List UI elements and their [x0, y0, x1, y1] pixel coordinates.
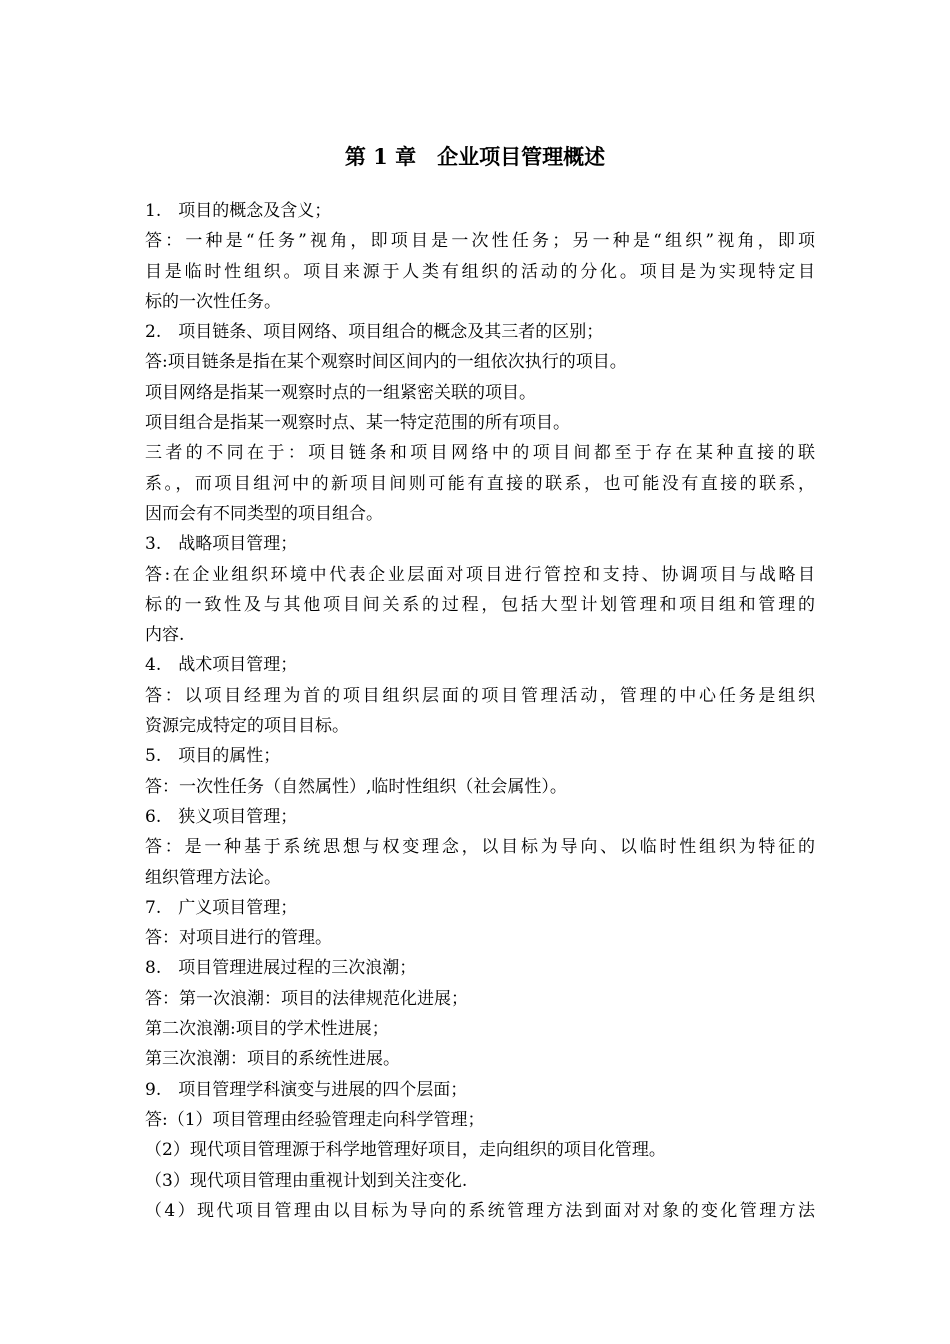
answer-2-line-2: 项目网络是指某一观察时点的一组紧密关联的项目。	[145, 382, 536, 403]
answer-1-line-1: 答：一种是“任务”视角，即项目是一次性任务；另一种是“组织”视角，即项	[145, 231, 815, 252]
answer-8-line-2: 第二次浪潮:项目的学术性进展；	[145, 1019, 389, 1040]
answer-9-line-3: （3）现代项目管理由重视计划到关注变化.	[145, 1170, 468, 1191]
answer-2-line-4: 三者的不同在于：项目链条和项目网络中的项目间都至于存在某种直接的联	[145, 443, 815, 464]
answer-8-line-3: 第三次浪潮：项目的系统性进展。	[145, 1049, 400, 1070]
answer-9-line-2: （2）现代项目管理源于科学地管理好项目，走向组织的项目化管理。	[145, 1140, 666, 1161]
answer-1-line-3: 标的一次性任务。	[145, 291, 281, 312]
answer-9-line-1: 答:（1）项目管理由经验管理走向科学管理；	[145, 1109, 485, 1130]
question-9: 9. 项目管理学科演变与进展的四个层面；	[145, 1079, 468, 1100]
question-1: 1. 项目的概念及含义；	[145, 201, 332, 221]
question-8: 8. 项目管理进展过程的三次浪潮；	[145, 958, 417, 979]
answer-2-line-1: 答:项目链条是指在某个观察时间区间内的一组依次执行的项目。	[145, 352, 627, 373]
answer-6-line-2: 组织管理方法论。	[145, 867, 281, 888]
question-6: 6. 狭义项目管理；	[145, 806, 298, 827]
chapter-title: 第 1 章 企业项目管理概述	[344, 144, 606, 169]
answer-2-line-5: 系。，而项目组河中的新项目间则可能有直接的联系，也可能没有直接的联系，	[145, 473, 815, 494]
question-2: 2. 项目链条、项目网络、项目组合的概念及其三者的区别；	[145, 322, 604, 343]
answer-4-line-1: 答：以项目经理为首的项目组织层面的项目管理活动，管理的中心任务是组织	[145, 685, 815, 706]
answer-3-line-3: 内容.	[145, 625, 185, 646]
question-3: 3. 战略项目管理；	[145, 534, 298, 555]
answer-4-line-2: 资源完成特定的项目目标。	[145, 716, 349, 737]
question-4: 4. 战术项目管理；	[145, 655, 298, 676]
answer-5-line-1: 答：一次性任务（自然属性）,临时性组织（社会属性）。	[145, 776, 567, 797]
question-5: 5. 项目的属性；	[145, 746, 281, 767]
answer-8-line-1: 答：第一次浪潮：项目的法律规范化进展；	[145, 988, 468, 1009]
answer-9-line-4: （4）现代项目管理由以目标为导向的系统管理方法到面对对象的变化管理方法	[145, 1200, 815, 1221]
question-7: 7. 广义项目管理；	[145, 897, 298, 918]
answer-1-line-2: 目是临时性组织。项目来源于人类有组织的活动的分化。项目是为实现特定目	[145, 261, 815, 282]
answer-3-line-2: 标的一致性及与其他项目间关系的过程，包括大型计划管理和项目组和管理的	[145, 594, 815, 615]
answer-2-line-6: 因而会有不同类型的项目组合。	[145, 503, 383, 524]
answer-3-line-1: 答:在企业组织环境中代表企业层面对项目进行管控和支持、协调项目与战略目	[145, 564, 815, 585]
answer-7-line-1: 答：对项目进行的管理。	[145, 928, 332, 949]
answer-6-line-1: 答：是一种基于系统思想与权变理念，以目标为导向、以临时性组织为特征的	[145, 837, 815, 858]
answer-2-line-3: 项目组合是指某一观察时点、某一特定范围的所有项目。	[145, 413, 570, 434]
document-body	[145, 196, 815, 1226]
